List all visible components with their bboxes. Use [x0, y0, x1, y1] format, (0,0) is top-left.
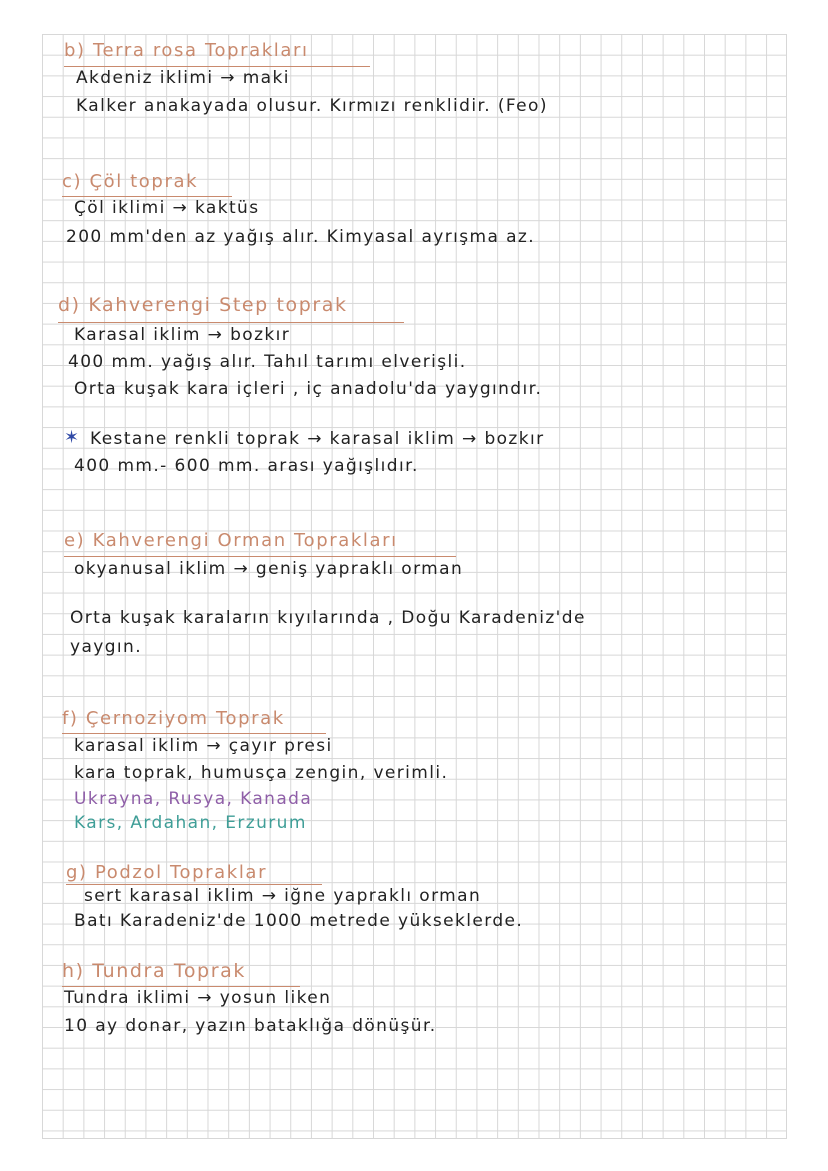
section-e-title: e) Kahverengi Orman Toprakları [64, 530, 398, 551]
section-d-line-1: Karasal iklim → bozkır [74, 325, 291, 345]
section-f-cities-line: Kars, Ardahan, Erzurum [74, 813, 307, 833]
section-d-note-line-2: 400 mm.- 600 mm. arası yağışlıdır. [74, 456, 419, 476]
section-g-title: g) Podzol Topraklar [66, 862, 268, 883]
section-g-underline [66, 884, 322, 885]
section-f-line-1: karasal iklim → çayır presi [74, 736, 333, 756]
section-e-line-2: Orta kuşak karaların kıyılarında , Doğu Karadeniz'de [70, 608, 586, 628]
section-d-note-line-1: Kestane renkli toprak → karasal iklim → bozkır [90, 429, 545, 449]
section-e-line-3: yaygın. [70, 637, 143, 657]
section-d-line-2: 400 mm. yağış alır. Tahıl tarımı elverişli. [68, 352, 467, 372]
section-f-title: f) Çernoziyom Toprak [62, 708, 285, 729]
section-f-line-2: kara toprak, humusça zengin, verimli. [74, 763, 449, 783]
section-b-underline [64, 66, 370, 67]
section-d-title: d) Kahverengi Step toprak [58, 294, 348, 316]
star-icon: ✶ [64, 427, 81, 448]
section-g-line-2: Batı Karadeniz'de 1000 metrede yükseklerde. [74, 911, 524, 931]
section-g-line-1: sert karasal iklim → iğne yapraklı orman [84, 886, 482, 906]
section-c-title: c) Çöl toprak [62, 171, 199, 192]
section-b-title: b) Terra rosa Toprakları [64, 40, 309, 61]
section-c-underline [62, 196, 232, 197]
section-b-line-2: Kalker anakayada olusur. Kırmızı renklidir. (Feo) [76, 96, 548, 116]
section-c-line-2: 200 mm'den az yağış alır. Kimyasal ayrışma az. [66, 227, 536, 247]
section-h-line-2: 10 ay donar, yazın bataklığa dönüşür. [64, 1016, 437, 1036]
section-e-line-1: okyanusal iklim → geniş yapraklı orman [74, 559, 464, 579]
section-h-title: h) Tundra Toprak [62, 960, 246, 982]
section-h-underline [62, 986, 300, 987]
section-e-underline [64, 556, 456, 557]
section-b-line-1: Akdeniz iklimi → maki [76, 68, 290, 88]
section-f-countries-line: Ukrayna, Rusya, Kanada [74, 789, 313, 809]
section-f-underline [62, 733, 326, 734]
section-c-line-1: Çöl iklimi → kaktüs [74, 198, 260, 218]
section-h-line-1: Tundra iklimi → yosun liken [64, 988, 332, 1008]
section-d-line-3: Orta kuşak kara içleri , iç anadolu'da yaygındır. [74, 379, 543, 399]
section-d-underline [58, 322, 404, 323]
